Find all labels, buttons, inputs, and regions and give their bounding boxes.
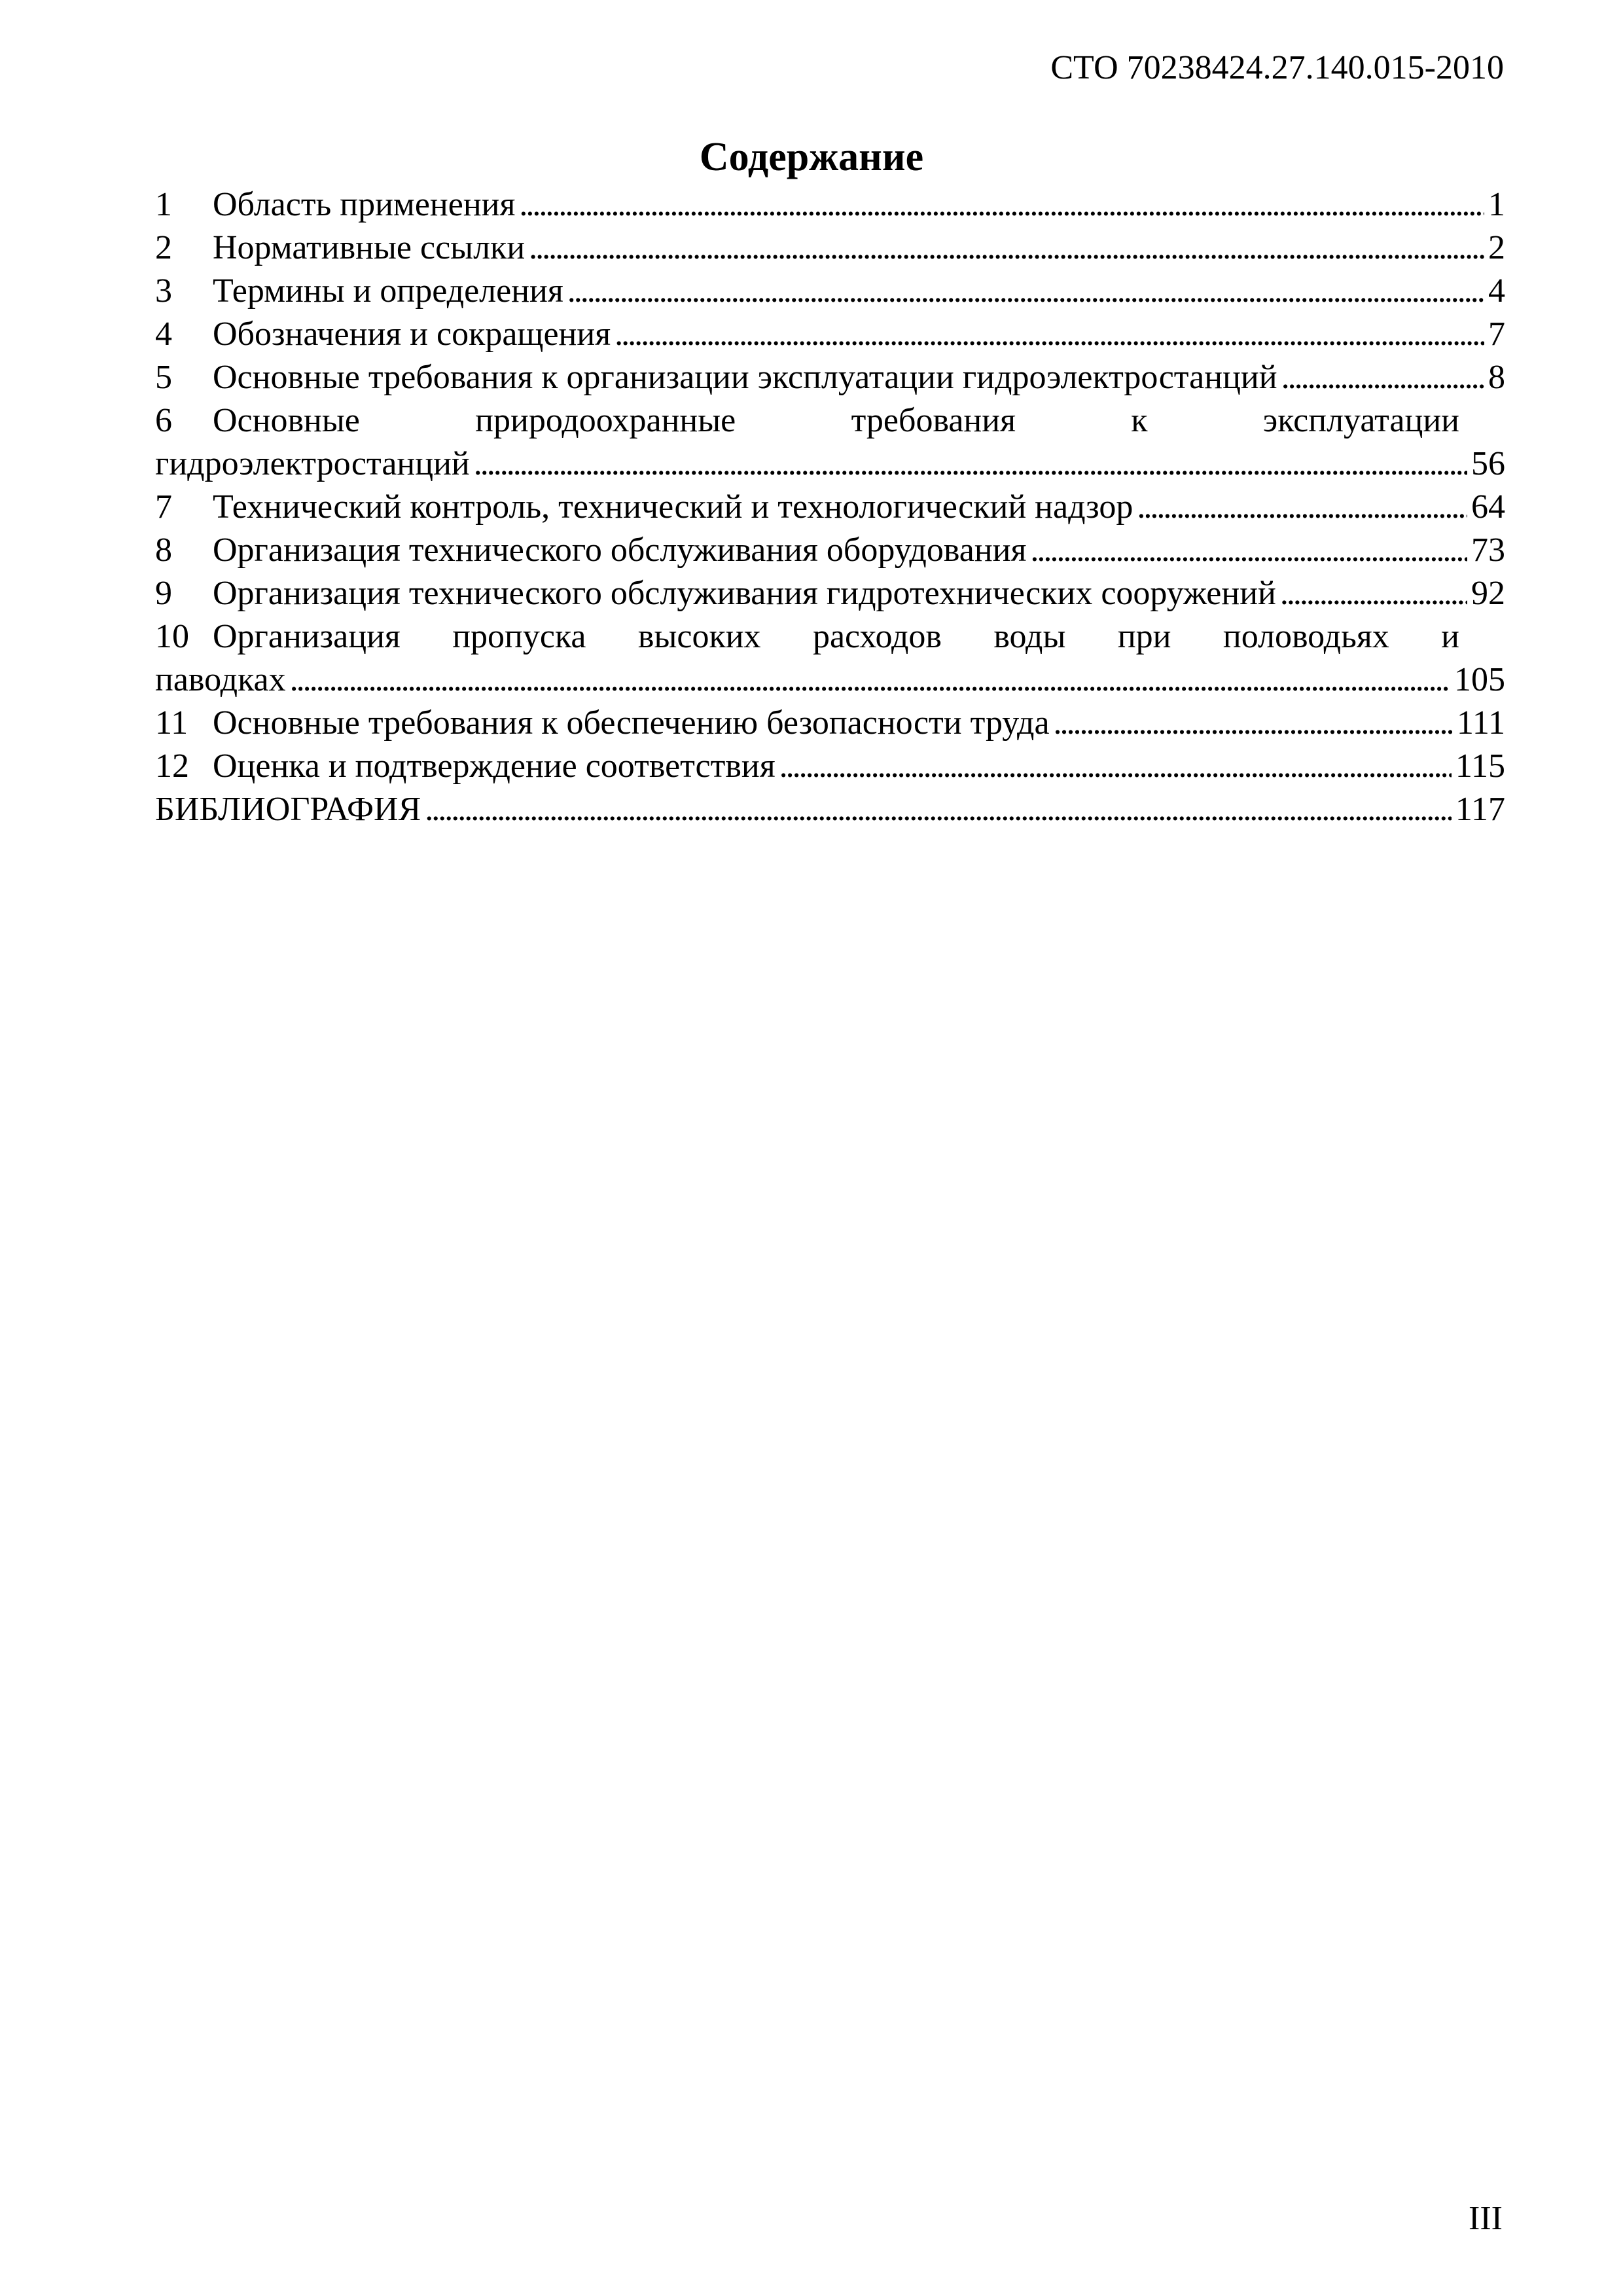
toc-entry-page: 73	[1471, 531, 1505, 569]
toc-entry-word: при	[1117, 618, 1171, 655]
toc-entry-bibliography[interactable]	[155, 788, 1505, 831]
toc-entry-page: 56	[1471, 445, 1505, 482]
toc-entry-number: 12	[155, 747, 189, 785]
toc-entry-word: высоких	[637, 618, 761, 655]
toc-entry[interactable]	[155, 529, 1505, 572]
dot-leader	[519, 183, 1484, 226]
toc-entry-page: 117	[1455, 791, 1505, 828]
toc-entry[interactable]	[155, 183, 1505, 226]
toc-entry-number: 10	[155, 618, 189, 655]
toc-entry-title: Термины и определения	[213, 272, 563, 310]
toc-entry-page: 64	[1471, 488, 1505, 526]
toc-entry-word: требования	[851, 402, 1016, 439]
toc-entry-title: Организация технического обслуживания гидротехнических сооружений	[213, 575, 1276, 612]
toc-entry-word: расходов	[812, 618, 942, 655]
toc-entry-word: и	[1441, 618, 1459, 655]
toc-entry-title: БИБЛИОГРАФИЯ	[155, 791, 421, 828]
toc-entry[interactable]	[155, 270, 1505, 313]
dot-leader	[779, 745, 1452, 788]
dot-leader	[529, 226, 1484, 270]
toc-entry-title: Основные требования к организации эксплуатации гидроэлектростанций	[213, 359, 1277, 396]
dot-leader	[1280, 572, 1467, 615]
toc-entry-word: к	[1131, 402, 1148, 439]
dot-leader	[567, 270, 1484, 313]
toc-entry[interactable]	[155, 745, 1505, 788]
toc-entry-word: пропуска	[452, 618, 586, 655]
toc-entry-title: Обозначения и сокращения	[213, 315, 611, 353]
toc-entry-title-continued: паводках	[155, 661, 286, 698]
toc-entry-number: 11	[155, 704, 188, 742]
toc-entry-word: воды	[993, 618, 1066, 655]
toc-entry-page: 1	[1488, 186, 1505, 223]
dot-leader	[425, 788, 1452, 831]
dot-leader	[1030, 529, 1467, 572]
toc-entry[interactable]	[155, 356, 1505, 399]
toc-entry-number: 4	[155, 315, 172, 353]
dot-leader	[290, 658, 1450, 702]
dot-leader	[1137, 486, 1467, 529]
toc-entry[interactable]	[155, 226, 1505, 270]
toc-entry-number: 7	[155, 488, 172, 526]
toc-entry-word: Основные	[213, 402, 360, 439]
toc-entry-word: половодьях	[1222, 618, 1389, 655]
toc-entry-number: 8	[155, 531, 172, 569]
toc-entry-title: Основные требования к обеспечению безопасности труда	[213, 704, 1050, 742]
toc-entry-page: 111	[1456, 704, 1505, 742]
toc-entry-title: Нормативные ссылки	[213, 229, 526, 266]
dot-leader	[615, 313, 1484, 356]
toc-entry-page: 105	[1454, 661, 1505, 698]
toc-entry-title: Область применения	[213, 186, 516, 223]
toc-entry-page: 2	[1488, 229, 1505, 266]
toc-entry-title: Оценка и подтверждение соответствия	[213, 747, 776, 785]
toc-entry[interactable]	[155, 486, 1505, 529]
toc-entry-number: 6	[155, 402, 172, 439]
table-of-contents	[155, 183, 1505, 831]
document-code: СТО 70238424.27.140.015-2010	[1050, 49, 1504, 86]
toc-entry-page: 7	[1488, 315, 1505, 353]
toc-entry-title: Технический контроль, технический и технологический надзор	[213, 488, 1133, 526]
toc-entry[interactable]	[155, 615, 1505, 702]
toc-entry-number: 9	[155, 575, 172, 612]
toc-entry-title: Организация технического обслуживания оборудования	[213, 531, 1027, 569]
toc-entry-word: Организация	[213, 618, 401, 655]
page-number: III	[1469, 2200, 1503, 2237]
dot-leader	[1054, 702, 1453, 745]
toc-entry-page: 4	[1488, 272, 1505, 310]
dot-leader	[1281, 356, 1484, 399]
toc-entry[interactable]	[155, 702, 1505, 745]
toc-entry-number: 3	[155, 272, 172, 310]
toc-entry-word: природоохранные	[475, 402, 736, 439]
toc-entry-number: 5	[155, 359, 172, 396]
toc-entry-page: 115	[1455, 747, 1505, 785]
toc-entry-word: эксплуатации	[1262, 402, 1459, 439]
toc-entry-page: 8	[1488, 359, 1505, 396]
toc-entry[interactable]	[155, 313, 1505, 356]
toc-entry-title-continued: гидроэлектростанций	[155, 445, 470, 482]
toc-entry[interactable]	[155, 399, 1505, 486]
toc-entry[interactable]	[155, 572, 1505, 615]
toc-entry-page: 92	[1471, 575, 1505, 612]
toc-title: Содержание	[699, 135, 924, 179]
toc-entry-number: 2	[155, 229, 172, 266]
dot-leader	[474, 442, 1467, 486]
toc-entry-number: 1	[155, 186, 172, 223]
